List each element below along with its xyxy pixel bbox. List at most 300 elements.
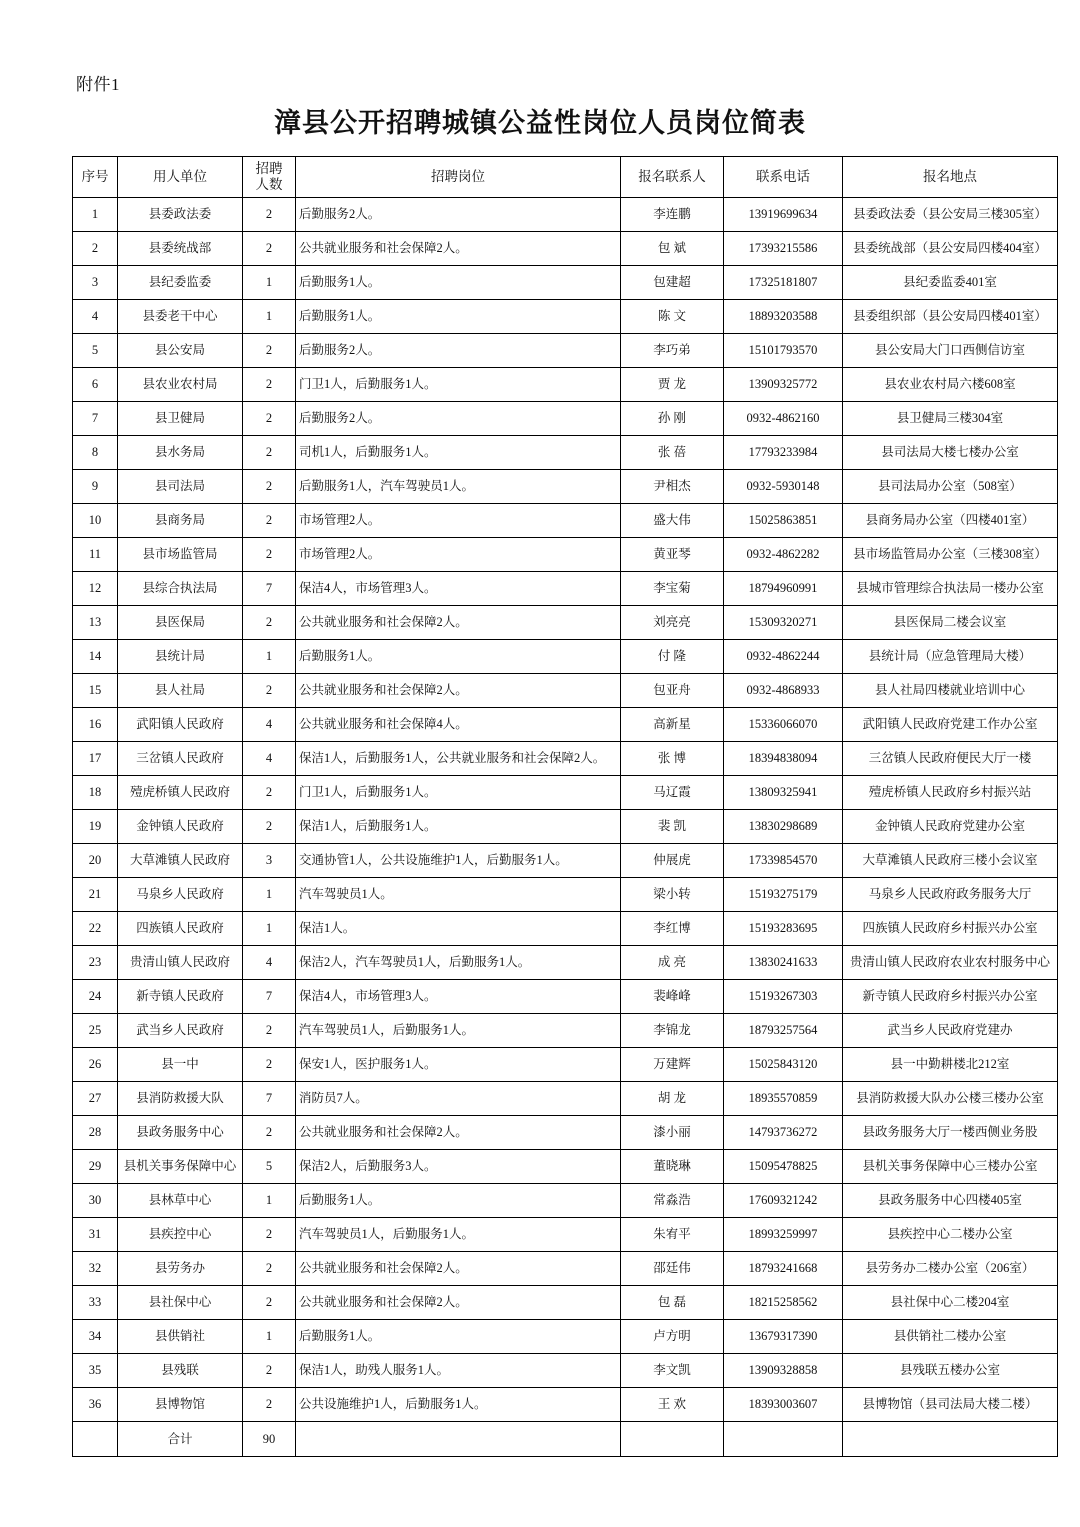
table-row — [73, 1184, 1058, 1218]
cell-contact: 王 欢 — [621, 1388, 724, 1422]
cell-contact: 李文凯 — [621, 1354, 724, 1388]
cell-unit: 武阳镇人民政府 — [118, 708, 243, 742]
cell-phone: 15309320271 — [724, 606, 843, 640]
column-header-post: 招聘岗位 — [296, 157, 621, 198]
cell-place: 县社保中心二楼204室 — [843, 1286, 1058, 1320]
cell-count: 2 — [243, 810, 296, 844]
cell-place: 县司法局办公室（508室） — [843, 470, 1058, 504]
cell-unit: 县委统战部 — [118, 232, 243, 266]
cell-contact: 包建超 — [621, 266, 724, 300]
cell-unit: 新寺镇人民政府 — [118, 980, 243, 1014]
jobs-table — [72, 156, 1058, 1457]
column-header-count-line2: 人数 — [255, 177, 283, 192]
cell-count: 2 — [243, 470, 296, 504]
cell-post: 汽车驾驶员1人，后勤服务1人。 — [296, 1014, 621, 1048]
cell-count: 7 — [243, 572, 296, 606]
cell-phone: 0932-4862282 — [724, 538, 843, 572]
cell-contact: 刘亮亮 — [621, 606, 724, 640]
cell-count: 1 — [243, 266, 296, 300]
cell-phone: 13830298689 — [724, 810, 843, 844]
cell-count: 2 — [243, 538, 296, 572]
cell-index: 35 — [73, 1354, 118, 1388]
cell-count: 2 — [243, 334, 296, 368]
cell-unit: 县疾控中心 — [118, 1218, 243, 1252]
cell-index: 27 — [73, 1082, 118, 1116]
cell-count: 2 — [243, 1048, 296, 1082]
cell-phone: 0932-4862244 — [724, 640, 843, 674]
cell-unit: 县人社局 — [118, 674, 243, 708]
column-header-index: 序号 — [73, 157, 118, 198]
cell-contact: 裴峰峰 — [621, 980, 724, 1014]
cell-place: 县机关事务保障中心三楼办公室 — [843, 1150, 1058, 1184]
cell-contact: 李巧弟 — [621, 334, 724, 368]
cell-place: 四族镇人民政府乡村振兴办公室 — [843, 912, 1058, 946]
cell-unit: 县农业农村局 — [118, 368, 243, 402]
cell-contact: 盛大伟 — [621, 504, 724, 538]
cell-post: 保洁1人，后勤服务1人，公共就业服务和社会保障2人。 — [296, 742, 621, 776]
cell-contact: 陈 文 — [621, 300, 724, 334]
cell-phone: 13679317390 — [724, 1320, 843, 1354]
cell-place: 县人社局四楼就业培训中心 — [843, 674, 1058, 708]
table-header — [73, 157, 1058, 198]
cell-contact: 尹相杰 — [621, 470, 724, 504]
total-label: 合计 — [118, 1422, 243, 1457]
cell-count: 2 — [243, 1354, 296, 1388]
table-row — [73, 1218, 1058, 1252]
cell-phone: 18215258562 — [724, 1286, 843, 1320]
cell-contact: 包 磊 — [621, 1286, 724, 1320]
cell-index: 20 — [73, 844, 118, 878]
cell-place: 县统计局（应急管理局大楼） — [843, 640, 1058, 674]
cell-index: 36 — [73, 1388, 118, 1422]
cell-index: 11 — [73, 538, 118, 572]
cell-post: 后勤服务2人。 — [296, 402, 621, 436]
cell-phone: 15193275179 — [724, 878, 843, 912]
cell-phone: 17325181807 — [724, 266, 843, 300]
table-row — [73, 368, 1058, 402]
cell-phone: 17339854570 — [724, 844, 843, 878]
total-count: 90 — [243, 1422, 296, 1457]
cell-contact: 万建辉 — [621, 1048, 724, 1082]
cell-unit: 县司法局 — [118, 470, 243, 504]
cell-phone: 18793257564 — [724, 1014, 843, 1048]
cell-contact: 李红博 — [621, 912, 724, 946]
cell-index: 3 — [73, 266, 118, 300]
cell-unit: 三岔镇人民政府 — [118, 742, 243, 776]
cell-unit: 县委老干中心 — [118, 300, 243, 334]
cell-place: 县司法局大楼七楼办公室 — [843, 436, 1058, 470]
cell-index: 30 — [73, 1184, 118, 1218]
cell-index: 32 — [73, 1252, 118, 1286]
cell-post: 后勤服务2人。 — [296, 334, 621, 368]
cell-place: 三岔镇人民政府便民大厅一楼 — [843, 742, 1058, 776]
cell-unit: 县纪委监委 — [118, 266, 243, 300]
cell-phone: 15193267303 — [724, 980, 843, 1014]
cell-count: 1 — [243, 640, 296, 674]
cell-phone: 0932-4868933 — [724, 674, 843, 708]
cell-post: 后勤服务1人。 — [296, 266, 621, 300]
table-row — [73, 1286, 1058, 1320]
cell-phone: 13909328858 — [724, 1354, 843, 1388]
cell-unit: 县卫健局 — [118, 402, 243, 436]
cell-contact: 漆小丽 — [621, 1116, 724, 1150]
cell-post: 市场管理2人。 — [296, 538, 621, 572]
cell-index: 8 — [73, 436, 118, 470]
cell-unit: 金钟镇人民政府 — [118, 810, 243, 844]
table-row — [73, 742, 1058, 776]
table-row — [73, 810, 1058, 844]
cell-contact: 梁小转 — [621, 878, 724, 912]
cell-unit: 县医保局 — [118, 606, 243, 640]
cell-count: 3 — [243, 844, 296, 878]
cell-phone: 15025863851 — [724, 504, 843, 538]
table-row — [73, 504, 1058, 538]
cell-phone: 18393003607 — [724, 1388, 843, 1422]
total-cell-index — [73, 1422, 118, 1457]
table-row — [73, 878, 1058, 912]
cell-unit: 县劳务办 — [118, 1252, 243, 1286]
cell-unit: 县残联 — [118, 1354, 243, 1388]
page-title: 漳县公开招聘城镇公益性岗位人员岗位简表 — [274, 108, 806, 138]
cell-unit: 贵清山镇人民政府 — [118, 946, 243, 980]
cell-index: 26 — [73, 1048, 118, 1082]
table-row — [73, 776, 1058, 810]
cell-count: 2 — [243, 674, 296, 708]
cell-phone: 18793241668 — [724, 1252, 843, 1286]
cell-index: 25 — [73, 1014, 118, 1048]
cell-index: 29 — [73, 1150, 118, 1184]
cell-post: 公共就业服务和社会保障2人。 — [296, 1116, 621, 1150]
cell-unit: 县商务局 — [118, 504, 243, 538]
cell-unit: 县博物馆 — [118, 1388, 243, 1422]
cell-count: 2 — [243, 776, 296, 810]
cell-post: 后勤服务1人。 — [296, 1320, 621, 1354]
cell-count: 4 — [243, 946, 296, 980]
cell-phone: 13830241633 — [724, 946, 843, 980]
table-row — [73, 1320, 1058, 1354]
cell-place: 县委政法委（县公安局三楼305室） — [843, 198, 1058, 232]
cell-count: 2 — [243, 368, 296, 402]
cell-unit: 县综合执法局 — [118, 572, 243, 606]
cell-post: 保洁2人，后勤服务3人。 — [296, 1150, 621, 1184]
cell-contact: 朱宥平 — [621, 1218, 724, 1252]
cell-place: 县政务服务中心四楼405室 — [843, 1184, 1058, 1218]
cell-phone: 0932-4862160 — [724, 402, 843, 436]
cell-post: 保洁1人。 — [296, 912, 621, 946]
cell-post: 门卫1人，后勤服务1人。 — [296, 776, 621, 810]
cell-unit: 县林草中心 — [118, 1184, 243, 1218]
cell-place: 殪虎桥镇人民政府乡村振兴站 — [843, 776, 1058, 810]
table-row — [73, 912, 1058, 946]
total-cell-place — [843, 1422, 1058, 1457]
cell-place: 县公安局大门口西侧信访室 — [843, 334, 1058, 368]
cell-index: 24 — [73, 980, 118, 1014]
cell-place: 县劳务办二楼办公室（206室） — [843, 1252, 1058, 1286]
cell-unit: 四族镇人民政府 — [118, 912, 243, 946]
cell-index: 23 — [73, 946, 118, 980]
cell-count: 2 — [243, 1014, 296, 1048]
table-row — [73, 470, 1058, 504]
cell-count: 2 — [243, 232, 296, 266]
cell-phone: 17609321242 — [724, 1184, 843, 1218]
cell-post: 公共设施维护1人，后勤服务1人。 — [296, 1388, 621, 1422]
cell-contact: 邵廷伟 — [621, 1252, 724, 1286]
table-row — [73, 674, 1058, 708]
cell-index: 34 — [73, 1320, 118, 1354]
cell-contact: 马辽霞 — [621, 776, 724, 810]
cell-contact: 李锦龙 — [621, 1014, 724, 1048]
table-body — [73, 198, 1058, 1457]
cell-place: 大草滩镇人民政府三楼小会议室 — [843, 844, 1058, 878]
cell-phone: 14793736272 — [724, 1116, 843, 1150]
cell-count: 2 — [243, 1252, 296, 1286]
cell-post: 保洁1人，后勤服务1人。 — [296, 810, 621, 844]
cell-phone: 13809325941 — [724, 776, 843, 810]
cell-place: 县消防救援大队办公楼三楼办公室 — [843, 1082, 1058, 1116]
cell-contact: 张 蓓 — [621, 436, 724, 470]
attachment-label: 附件1 — [76, 75, 120, 94]
cell-place: 县供销社二楼办公室 — [843, 1320, 1058, 1354]
table-row — [73, 198, 1058, 232]
table-row — [73, 300, 1058, 334]
cell-phone: 13919699634 — [724, 198, 843, 232]
cell-place: 县商务局办公室（四楼401室） — [843, 504, 1058, 538]
cell-count: 2 — [243, 1116, 296, 1150]
cell-contact: 卢方明 — [621, 1320, 724, 1354]
cell-contact: 李连鹏 — [621, 198, 724, 232]
cell-count: 2 — [243, 606, 296, 640]
cell-unit: 县委政法委 — [118, 198, 243, 232]
cell-count: 4 — [243, 708, 296, 742]
column-header-count — [243, 157, 296, 198]
cell-unit: 县统计局 — [118, 640, 243, 674]
cell-post: 后勤服务1人。 — [296, 300, 621, 334]
cell-index: 9 — [73, 470, 118, 504]
cell-post: 门卫1人，后勤服务1人。 — [296, 368, 621, 402]
cell-post: 汽车驾驶员1人。 — [296, 878, 621, 912]
cell-index: 5 — [73, 334, 118, 368]
cell-place: 县残联五楼办公室 — [843, 1354, 1058, 1388]
cell-contact: 黄亚琴 — [621, 538, 724, 572]
cell-index: 33 — [73, 1286, 118, 1320]
cell-count: 1 — [243, 1184, 296, 1218]
cell-post: 汽车驾驶员1人，后勤服务1人。 — [296, 1218, 621, 1252]
cell-count: 2 — [243, 504, 296, 538]
cell-phone: 18993259997 — [724, 1218, 843, 1252]
cell-index: 22 — [73, 912, 118, 946]
cell-phone: 15101793570 — [724, 334, 843, 368]
table-row — [73, 1252, 1058, 1286]
cell-count: 7 — [243, 1082, 296, 1116]
total-cell-post — [296, 1422, 621, 1457]
cell-phone: 13909325772 — [724, 368, 843, 402]
cell-unit: 县公安局 — [118, 334, 243, 368]
cell-post: 公共就业服务和社会保障2人。 — [296, 1252, 621, 1286]
column-header-phone: 联系电话 — [724, 157, 843, 198]
cell-unit: 县消防救援大队 — [118, 1082, 243, 1116]
cell-contact: 胡 龙 — [621, 1082, 724, 1116]
cell-index: 1 — [73, 198, 118, 232]
table-row — [73, 1048, 1058, 1082]
cell-count: 1 — [243, 878, 296, 912]
cell-index: 14 — [73, 640, 118, 674]
cell-contact: 贾 龙 — [621, 368, 724, 402]
cell-post: 公共就业服务和社会保障2人。 — [296, 232, 621, 266]
table-row — [73, 606, 1058, 640]
cell-phone: 15193283695 — [724, 912, 843, 946]
cell-post: 公共就业服务和社会保障4人。 — [296, 708, 621, 742]
table-row — [73, 1116, 1058, 1150]
cell-unit: 殪虎桥镇人民政府 — [118, 776, 243, 810]
total-cell-contact — [621, 1422, 724, 1457]
cell-count: 2 — [243, 436, 296, 470]
table-row — [73, 980, 1058, 1014]
cell-index: 17 — [73, 742, 118, 776]
cell-contact: 李宝菊 — [621, 572, 724, 606]
cell-index: 12 — [73, 572, 118, 606]
cell-place: 马泉乡人民政府政务服务大厅 — [843, 878, 1058, 912]
cell-contact: 张 博 — [621, 742, 724, 776]
cell-contact: 包 斌 — [621, 232, 724, 266]
cell-post: 保洁4人，市场管理3人。 — [296, 980, 621, 1014]
cell-count: 2 — [243, 1388, 296, 1422]
cell-index: 18 — [73, 776, 118, 810]
table-row — [73, 1014, 1058, 1048]
table-total-row — [73, 1422, 1058, 1457]
cell-index: 15 — [73, 674, 118, 708]
column-header-contact: 报名联系人 — [621, 157, 724, 198]
cell-contact: 高新星 — [621, 708, 724, 742]
cell-place: 县政务服务大厅一楼西侧业务股 — [843, 1116, 1058, 1150]
table-row — [73, 402, 1058, 436]
cell-phone: 15336066070 — [724, 708, 843, 742]
cell-contact: 董晓琳 — [621, 1150, 724, 1184]
cell-post: 保洁4人，市场管理3人。 — [296, 572, 621, 606]
table-row — [73, 708, 1058, 742]
cell-contact: 常淼浩 — [621, 1184, 724, 1218]
table-row — [73, 1354, 1058, 1388]
cell-contact: 仲展虎 — [621, 844, 724, 878]
cell-phone: 17393215586 — [724, 232, 843, 266]
cell-unit: 县社保中心 — [118, 1286, 243, 1320]
cell-unit: 马泉乡人民政府 — [118, 878, 243, 912]
cell-contact: 孙 刚 — [621, 402, 724, 436]
table-row — [73, 1082, 1058, 1116]
cell-count: 1 — [243, 1320, 296, 1354]
cell-phone: 15095478825 — [724, 1150, 843, 1184]
cell-phone: 18794960991 — [724, 572, 843, 606]
cell-place: 武当乡人民政府党建办 — [843, 1014, 1058, 1048]
cell-post: 后勤服务1人。 — [296, 1184, 621, 1218]
cell-place: 县一中勤耕楼北212室 — [843, 1048, 1058, 1082]
cell-index: 10 — [73, 504, 118, 538]
table-header-row — [73, 157, 1058, 198]
cell-phone: 18893203588 — [724, 300, 843, 334]
cell-unit: 县机关事务保障中心 — [118, 1150, 243, 1184]
cell-post: 后勤服务2人。 — [296, 198, 621, 232]
cell-post: 司机1人，后勤服务1人。 — [296, 436, 621, 470]
cell-place: 贵清山镇人民政府农业农村服务中心 — [843, 946, 1058, 980]
table-row — [73, 232, 1058, 266]
cell-place: 金钟镇人民政府党建办公室 — [843, 810, 1058, 844]
cell-count: 2 — [243, 198, 296, 232]
cell-unit: 县一中 — [118, 1048, 243, 1082]
total-cell-phone — [724, 1422, 843, 1457]
cell-count: 1 — [243, 912, 296, 946]
cell-post: 保洁2人，汽车驾驶员1人，后勤服务1人。 — [296, 946, 621, 980]
cell-place: 新寺镇人民政府乡村振兴办公室 — [843, 980, 1058, 1014]
cell-contact: 成 亮 — [621, 946, 724, 980]
cell-contact: 裴 凯 — [621, 810, 724, 844]
cell-count: 2 — [243, 1218, 296, 1252]
cell-place: 县纪委监委401室 — [843, 266, 1058, 300]
column-header-count-line1: 招聘 — [255, 161, 283, 177]
cell-index: 21 — [73, 878, 118, 912]
table-row — [73, 946, 1058, 980]
cell-count: 5 — [243, 1150, 296, 1184]
cell-post: 市场管理2人。 — [296, 504, 621, 538]
cell-post: 后勤服务1人。 — [296, 640, 621, 674]
cell-place: 县农业农村局六楼608室 — [843, 368, 1058, 402]
cell-place: 县市场监管局办公室（三楼308室） — [843, 538, 1058, 572]
cell-index: 19 — [73, 810, 118, 844]
cell-index: 4 — [73, 300, 118, 334]
cell-phone: 18394838094 — [724, 742, 843, 776]
cell-phone: 18935570859 — [724, 1082, 843, 1116]
cell-phone: 15025843120 — [724, 1048, 843, 1082]
cell-post: 交通协管1人，公共设施维护1人，后勤服务1人。 — [296, 844, 621, 878]
cell-unit: 县水务局 — [118, 436, 243, 470]
table-row — [73, 334, 1058, 368]
cell-index: 31 — [73, 1218, 118, 1252]
cell-place: 县疾控中心二楼办公室 — [843, 1218, 1058, 1252]
cell-post: 公共就业服务和社会保障2人。 — [296, 674, 621, 708]
table-row — [73, 640, 1058, 674]
table-row — [73, 436, 1058, 470]
cell-post: 公共就业服务和社会保障2人。 — [296, 1286, 621, 1320]
cell-unit: 县市场监管局 — [118, 538, 243, 572]
table-row — [73, 1388, 1058, 1422]
cell-post: 保洁1人，助残人服务1人。 — [296, 1354, 621, 1388]
cell-index: 6 — [73, 368, 118, 402]
cell-index: 2 — [73, 232, 118, 266]
cell-contact: 付 隆 — [621, 640, 724, 674]
cell-place: 县医保局二楼会议室 — [843, 606, 1058, 640]
cell-count: 1 — [243, 300, 296, 334]
cell-count: 2 — [243, 1286, 296, 1320]
cell-place: 县城市管理综合执法局一楼办公室 — [843, 572, 1058, 606]
cell-unit: 武当乡人民政府 — [118, 1014, 243, 1048]
cell-post: 后勤服务1人，汽车驾驶员1人。 — [296, 470, 621, 504]
cell-place: 县卫健局三楼304室 — [843, 402, 1058, 436]
cell-index: 13 — [73, 606, 118, 640]
cell-post: 公共就业服务和社会保障2人。 — [296, 606, 621, 640]
cell-unit: 县政务服务中心 — [118, 1116, 243, 1150]
cell-contact: 包亚舟 — [621, 674, 724, 708]
cell-place: 县博物馆（县司法局大楼二楼） — [843, 1388, 1058, 1422]
cell-index: 28 — [73, 1116, 118, 1150]
cell-place: 县委组织部（县公安局四楼401室） — [843, 300, 1058, 334]
cell-place: 武阳镇人民政府党建工作办公室 — [843, 708, 1058, 742]
table-row — [73, 572, 1058, 606]
column-header-place: 报名地点 — [843, 157, 1058, 198]
cell-place: 县委统战部（县公安局四楼404室） — [843, 232, 1058, 266]
cell-count: 2 — [243, 402, 296, 436]
cell-post: 保安1人，医护服务1人。 — [296, 1048, 621, 1082]
table-row — [73, 538, 1058, 572]
cell-unit: 县供销社 — [118, 1320, 243, 1354]
table-row — [73, 844, 1058, 878]
